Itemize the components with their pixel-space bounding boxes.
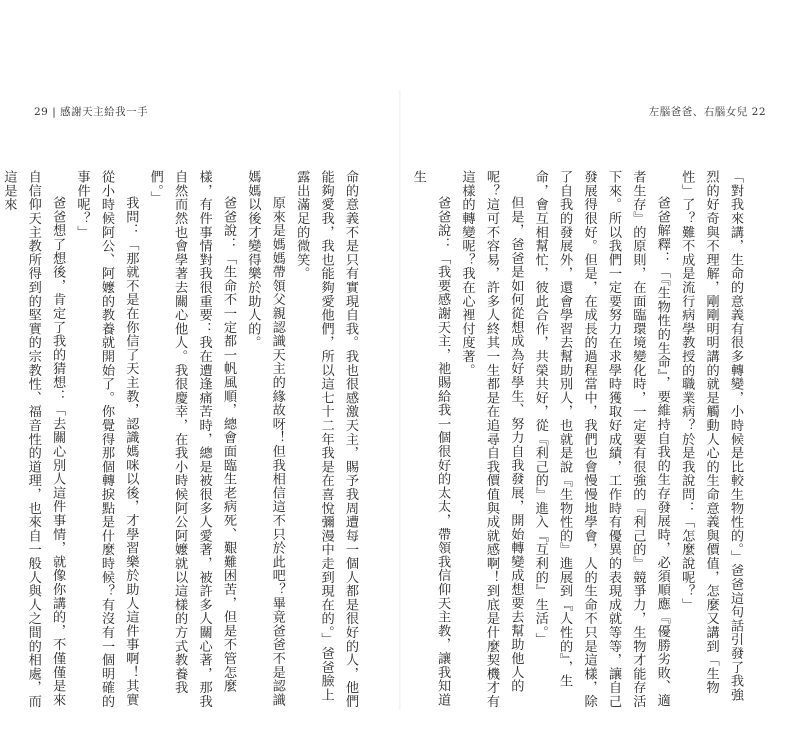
- left-paragraph-4: 我問：「那就不是在你信了天主教，認識媽咪以後，才學習樂於助人這件事啊！其實從小時候阿公、阿嬤的教養就開始了。你覺得那個轉捩點是什麼時候？有沒有一個明確的事件呢？」: [74, 170, 139, 709]
- left-page-body: [1, 170, 362, 710]
- left-running-header: 29 | 感謝天主給我一手: [34, 106, 149, 118]
- right-paragraph-4: 爸爸說：「我要感謝天主，祂賜給我一個很好的太太，帶領我信仰天主教，讓我知道生: [410, 170, 451, 707]
- left-paragraph-5: 爸爸想了想後，肯定了我的猜想：「去關心別人這件事情，就像你講的，不僅僅是來自信仰天主教所得到的堅實的宗教性、福音性的道理，也來自一般人與人之間的相處，而這是來: [1, 170, 66, 709]
- right-running-header: 左腦爸爸、右腦女兒 22: [648, 106, 766, 118]
- left-paragraph-1: 命的意義不是只有實現自我。我也很感激天主，賜予我周遭每一個人都是很好的人，他們能夠愛我，我也能夠愛他們，所以這七十二年我是在喜悅彌漫中走到現在的。」爸爸臉上露出滿足的微笑。: [294, 170, 358, 709]
- left-paragraph-3: 爸爸說：「生命不一定都一帆風順，總會面臨生老病死、艱難困苦，但是不管怎麼樣，有件事情對我很重要：我在遭逢痛苦時，總是被很多人愛著，被許多人關心著，那我自然而然也會學著去關心他人。我很慶幸，在我小時候阿公阿嬤就以這樣的方式教養我們。」: [147, 170, 236, 709]
- right-paragraph-3: 但是，爸爸是如何從想成為好學生、努力自我發展，開始轉變成想要去幫助他人的呢？這可不容易，許多人終其一生都是在追尋自我價值與成就感啊！到底是什麼契機才有這樣的轉變呢？我在心裡付度著。: [459, 170, 524, 709]
- left-paragraph-2: 原來是媽媽帶領父親認識天主的緣故呀！但我相信這不只於此吧？畢竟爸爸不是認識媽媽以後才變得樂於助人的。: [245, 170, 285, 707]
- right-page-body: [410, 170, 747, 710]
- right-paragraph-2: 爸爸解釋：「『生物性的生命』，要維持自我的生存發展時，必須順應『優勝劣敗、適者生存』的原則，在面臨環境變化時，一定要有很強的『利己的』競爭力，生物才能存活下來。所以我們一定要努力在求學時獲取好成績，工作時有優異的表現成就等等，讓自己發展得很好。但是，在成長的過程當中，我們也會慢慢地學會，人的生命不只是這樣，除了自我的發展外，還會學習去幫助別人，也就是說『生物性的』進展到『人性的』，生命，會互相幫忙，彼此合作，共榮共好，從『利己的』進入『互利的』生活。」: [532, 170, 670, 709]
- right-paragraph-1: 「對我來講，生命的意義有很多轉變，小時候是比較生物性的。」爸爸這句話引發了我強烈的好奇與不理解，剛剛明明講的就是觸動人心的生命意義與價值，怎麼又講到「生物性」了？難不成是流行病學教授的職業病？於是我說問：「怎麼說呢？」: [679, 170, 743, 702]
- book-gutter: [399, 90, 401, 710]
